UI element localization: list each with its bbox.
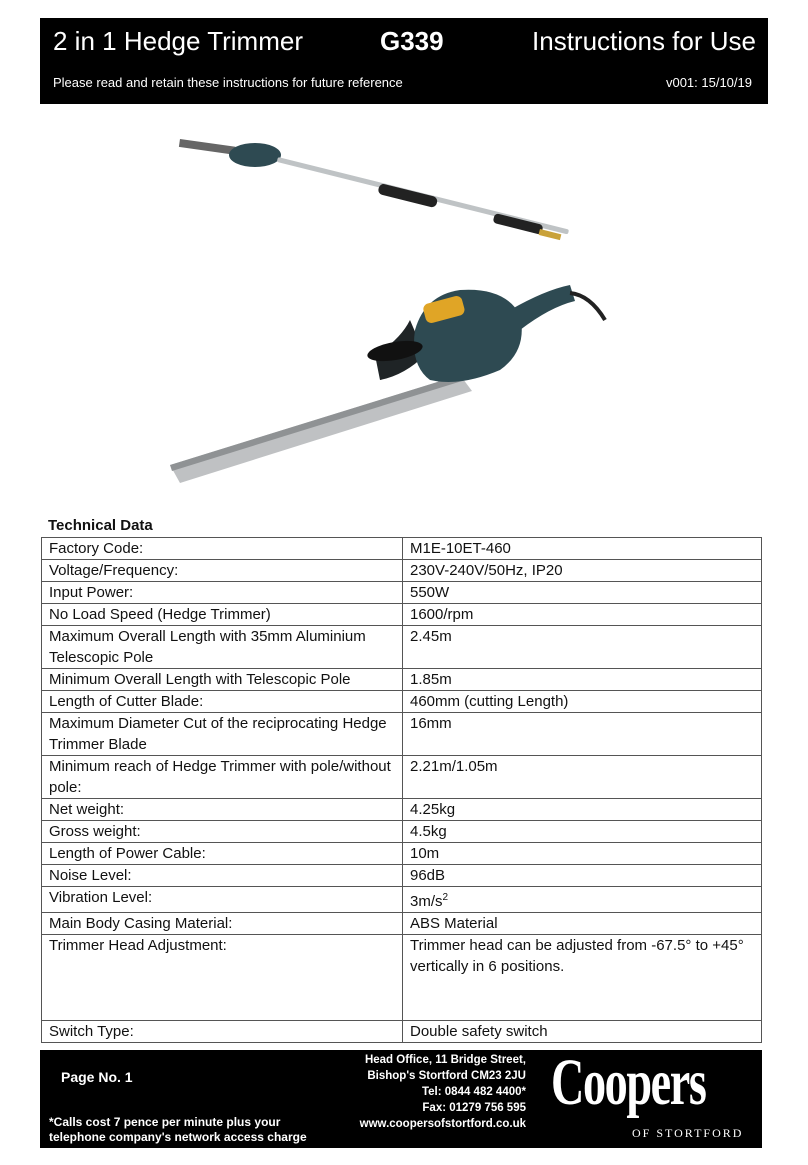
logo-word: Coopers — [551, 1046, 706, 1119]
spec-value: 1.85m — [403, 669, 762, 691]
coopers-logo — [545, 1046, 755, 1145]
spec-label: Net weight: — [42, 799, 403, 821]
table-row — [42, 865, 762, 887]
head-office-address — [340, 1052, 526, 1132]
table-row — [42, 821, 762, 843]
spec-label: No Load Speed (Hedge Trimmer) — [42, 604, 403, 626]
address-line: Head Office, 11 Bridge Street, — [364, 1054, 526, 1066]
technical-data-heading: Technical Data — [48, 517, 153, 534]
spec-value: 2.21m/1.05m — [403, 756, 762, 799]
hedge-trimmer-illustration — [170, 285, 605, 483]
table-row — [42, 887, 762, 913]
header-subtitle: Please read and retain these instructions for future reference — [53, 75, 403, 90]
calls-note-line: telephone company's network access charge — [49, 1130, 307, 1144]
product-image — [160, 125, 620, 495]
spec-label: Voltage/Frequency: — [42, 560, 403, 582]
spec-label: Main Body Casing Material: — [42, 913, 403, 935]
logo-subtitle: OF STORTFORD — [632, 1126, 744, 1140]
spec-value-with-superscript — [403, 887, 762, 913]
spec-value: Double safety switch — [403, 1021, 762, 1043]
spec-label: Minimum Overall Length with Telescopic Pole — [42, 669, 403, 691]
spec-label: Gross weight: — [42, 821, 403, 843]
spec-label: Length of Cutter Blade: — [42, 691, 403, 713]
product-title: 2 in 1 Hedge Trimmer — [53, 26, 303, 56]
footer-banner — [40, 1046, 762, 1148]
superscript: 2 — [442, 892, 449, 903]
spec-value: 4.25kg — [403, 799, 762, 821]
spec-label: Switch Type: — [42, 1021, 403, 1043]
table-row — [42, 604, 762, 626]
spec-value: 10m — [403, 843, 762, 865]
spec-label: Input Power: — [42, 582, 403, 604]
table-row — [42, 626, 762, 669]
table-row — [42, 1021, 762, 1043]
spec-value: M1E-10ET-460 — [403, 538, 762, 560]
technical-data-table — [41, 537, 762, 1043]
product-code: G339 — [380, 26, 444, 56]
spec-label: Vibration Level: — [42, 887, 403, 913]
spec-value: Trimmer head can be adjusted from -67.5° to +45° vertically in 6 positions. — [403, 935, 762, 1021]
table-row — [42, 756, 762, 799]
spec-label: Length of Power Cable: — [42, 843, 403, 865]
spec-value: 16mm — [403, 713, 762, 756]
table-row — [42, 913, 762, 935]
phone-number: Tel: 0844 482 4400* — [421, 1086, 526, 1098]
spec-value: 96dB — [403, 865, 762, 887]
table-row — [42, 538, 762, 560]
spec-value: 3m/s — [410, 893, 443, 910]
table-row — [42, 713, 762, 756]
spec-label: Maximum Overall Length with 35mm Aluminium Telescopic Pole — [42, 626, 403, 669]
table-row — [42, 799, 762, 821]
table-row — [42, 843, 762, 865]
fax-number: Fax: 01279 756 595 — [422, 1102, 526, 1114]
address-line: Bishop's Stortford CM23 2JU — [367, 1070, 526, 1082]
spec-label: Factory Code: — [42, 538, 403, 560]
document-type: Instructions for Use — [532, 26, 756, 56]
website-link[interactable]: www.coopersofstortford.co.uk — [359, 1118, 526, 1130]
spec-value: 230V-240V/50Hz, IP20 — [403, 560, 762, 582]
table-row — [42, 560, 762, 582]
table-row — [42, 582, 762, 604]
page-number: Page No. 1 — [61, 1069, 133, 1085]
spec-label: Trimmer Head Adjustment: — [42, 935, 403, 1021]
spec-value: 1600/rpm — [403, 604, 762, 626]
calls-cost-note — [49, 1115, 307, 1145]
spec-label: Maximum Diameter Cut of the reciprocating Hedge Trimmer Blade — [42, 713, 403, 756]
calls-note-line: *Calls cost 7 pence per minute plus your — [49, 1115, 281, 1129]
spec-label: Noise Level: — [42, 865, 403, 887]
table-row — [42, 691, 762, 713]
table-row — [42, 935, 762, 1021]
header-banner — [40, 18, 768, 104]
spec-value: 460mm (cutting Length) — [403, 691, 762, 713]
table-row — [42, 669, 762, 691]
spec-value: 550W — [403, 582, 762, 604]
pole-trimmer-illustration — [179, 139, 569, 240]
spec-label: Minimum reach of Hedge Trimmer with pole/without pole: — [42, 756, 403, 799]
spec-value: 4.5kg — [403, 821, 762, 843]
version-label: v001: 15/10/19 — [665, 75, 752, 90]
spec-value: 2.45m — [403, 626, 762, 669]
spec-value: ABS Material — [403, 913, 762, 935]
